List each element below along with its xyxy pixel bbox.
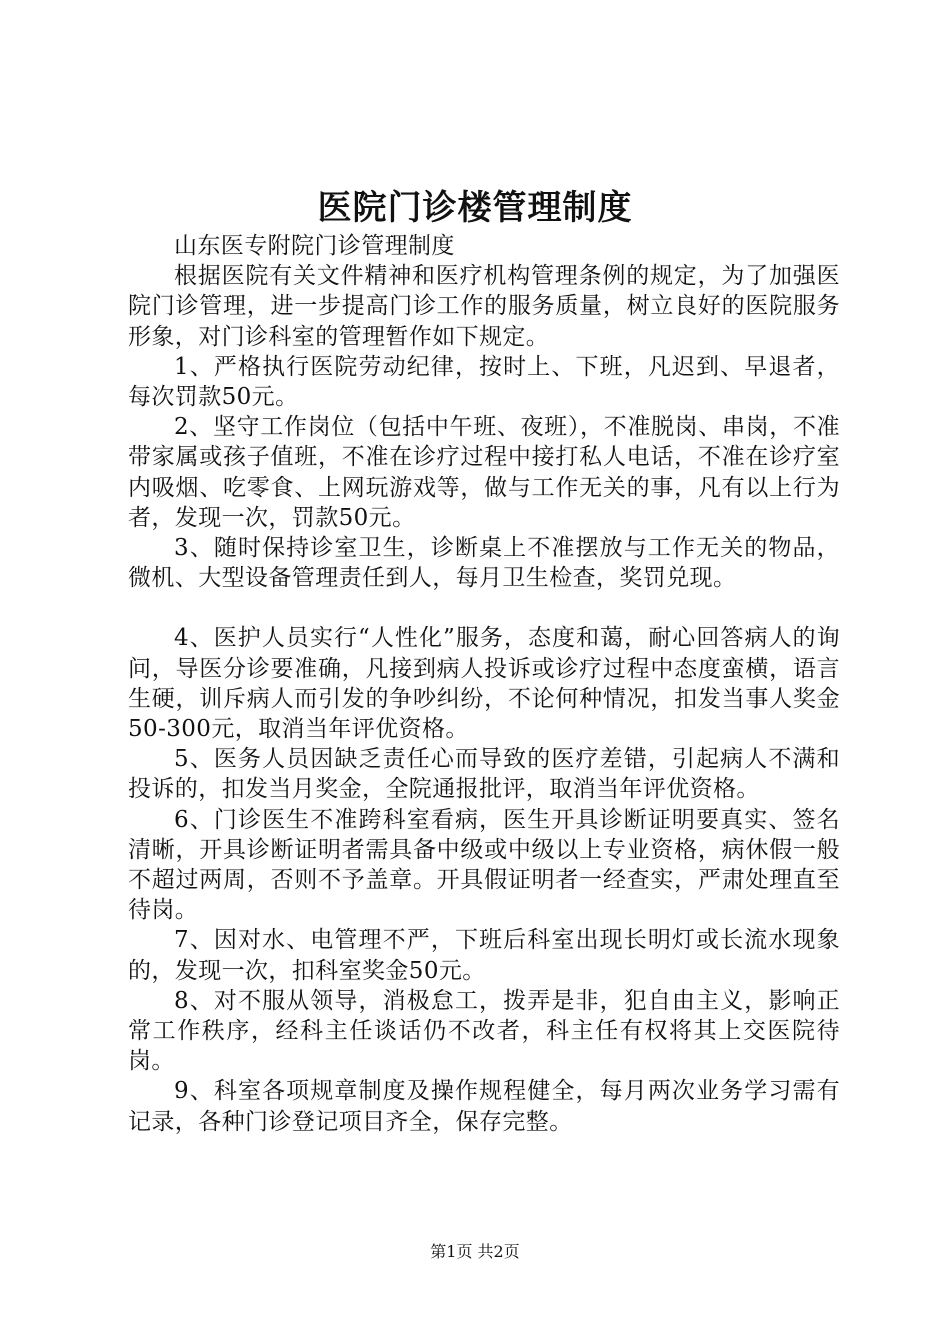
- paragraph-rule-2: 2、坚守工作岗位（包括中午班、夜班），不准脱岗、串岗，不准带家属或孩子值班，不准在诊疗过程中接打私人电话，不准在诊疗室内吸烟、吃零食、上网玩游戏等，做与工作无关的事，凡有以上行为者，发现一次，罚款50元。: [128, 414, 840, 531]
- page-number-label: 第1页 共2页: [430, 1242, 520, 1261]
- paragraph-rule-5: 5、医务人员因缺乏责任心而导致的医疗差错，引起病人不满和投诉的，扣发当月奖金，全院通报批评，取消当年评优资格。: [128, 746, 840, 803]
- paragraph-rule-1: 1、严格执行医院劳动纪律，按时上、下班，凡迟到、早退者，每次罚款50元。: [128, 353, 840, 411]
- paragraph-rule-7: 7、因对水、电管理不严，下班后科室出现长明灯或长流水现象的，发现一次，扣科室奖金50元。: [128, 927, 840, 984]
- paragraph-intro: 根据医院有关文件精神和医疗机构管理条例的规定，为了加强医院门诊管理，进一步提高门诊工作的服务质量，树立良好的医院服务形象，对门诊科室的管理暂作如下规定。: [128, 263, 840, 350]
- paragraph-rule-9: 9、科室各项规章制度及操作规程健全，每月两次业务学习需有记录，各种门诊登记项目齐全，保存完整。: [128, 1078, 840, 1135]
- paragraph-rule-4: 4、医护人员实行“人性化”服务，态度和蔼，耐心回答病人的询问，导医分诊要准确，凡接到病人投诉或诊疗过程中态度蛮横，语言生硬，训斥病人而引发的争吵纠纷，不论何种情况，扣发当事人奖金50-300元，取消当年评优资格。: [128, 625, 840, 743]
- document-body: [128, 231, 840, 1137]
- paragraph-subtitle: 山东医专附院门诊管理制度: [174, 233, 455, 259]
- document-title: 医院门诊楼管理制度: [317, 188, 633, 228]
- paragraph-rule-6: 6、门诊医生不准跨科室看病，医生开具诊断证明要真实、签名清晰，开具诊断证明者需具备中级或中级以上专业资格，病休假一般不超过两周，否则不予盖章。开具假证明者一经查实，严肃处理直至待岗。: [128, 806, 840, 924]
- paragraph-rule-3: 3、随时保持诊室卫生，诊断桌上不准摆放与工作无关的物品，微机、大型设备管理责任到人，每月卫生检查，奖罚兑现。: [128, 535, 840, 592]
- paragraph-rule-8: 8、对不服从领导，消极怠工，拨弄是非，犯自由主义，影响正常工作秩序，经科主任谈话仍不改者，科主任有权将其上交医院待岗。: [128, 987, 840, 1075]
- page-number-footer: [0, 1241, 950, 1263]
